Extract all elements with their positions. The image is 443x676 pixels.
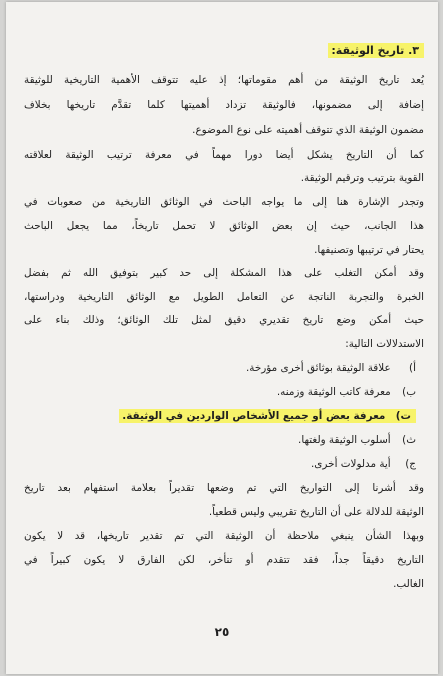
list-item-text: معرفة بعض أو جميع الأشخاص الواردين في الوثيقة.: [122, 410, 386, 422]
highlighted-list-item: [119, 409, 416, 423]
list-marker: ب): [402, 386, 416, 398]
section-heading: [328, 44, 424, 58]
paragraph-line: يُعد تاريخ الوثيقة من أهم مقوماتها؛ إذ عليه تتوقف الأهمية التاريخية للوثيقة: [24, 74, 424, 86]
paragraph-line: القوية بترتيب وترقيم الوثيقة.: [300, 172, 424, 184]
paragraph-line: كما أن التاريخ يشكل أيضا دورا مهماً في معرفة ترتيب الوثيقة لعلاقته: [24, 149, 424, 161]
paragraph-line: الاستدلالات التالية:: [345, 338, 424, 350]
paragraph-line: حيث أمكن وضع تاريخ تقديري دقيق لمثل تلك الوثائق؛ وذلك بناء على: [24, 314, 424, 326]
paragraph-line: إضافة إلى مضمونها، فالوثيقة تزداد أهميتها كلما تقدَّم تاريخها بخلاف: [24, 99, 424, 111]
list-item-highlighted: [119, 409, 416, 423]
list-marker: ث): [402, 434, 416, 446]
page-number: ٢٥: [214, 625, 230, 639]
list-item: [311, 457, 416, 471]
list-marker: أ): [409, 362, 416, 374]
list-item: [246, 361, 416, 375]
paragraph-line: التاريخ دقيقاً جداً، فقد تتقدم أو تتأخر، لكن الفارق لا يكون كبيراً في: [24, 554, 424, 566]
section-heading-text: ٣. تاريخ الوثيقة:: [328, 43, 424, 58]
paragraph-line: الغالب.: [393, 578, 424, 590]
list-item: [277, 385, 416, 399]
paragraph-line: الوثيقة للدلالة على أن التاريخ تقريبي وليس قطعياً.: [208, 506, 424, 518]
list-item-text: أية مدلولات أخرى.: [310, 458, 391, 470]
paragraph-line: وبهذا الشأن ينبغي ملاحظة أن الوثيقة التي تم تقدير تاريخها، قد لا يكون: [24, 530, 424, 542]
paragraph-line: وقد أشرنا إلى التواريخ التي تم وضعها تقديراً بعلامة استفهام بعد تاريخ: [24, 482, 424, 494]
list-item-text: معرفة كاتب الوثيقة وزمنه.: [276, 386, 391, 398]
paragraph-line: يحتار في ترتيبها وتصنيفها.: [314, 244, 424, 256]
list-marker: ت): [395, 410, 411, 422]
paragraph-line: مضمون الوثيقة الذي تتوقف أهميته على نوع الموضوع.: [192, 124, 424, 136]
paragraph-line: الخبرة والتجربة الناتجة عن التعامل الطويل مع الوثائق التاريخية ودراستها،: [24, 291, 424, 303]
book-page: [6, 2, 438, 674]
list-item: [298, 433, 416, 447]
list-item-text: أسلوب الوثيقة ولغتها.: [298, 434, 391, 446]
list-marker: ج): [405, 458, 416, 470]
paragraph-line: وتجدر الإشارة هنا إلى ما يواجه الباحث في الوثائق التاريخية من صعوبات في: [24, 196, 424, 208]
paragraph-line: وقد أمكن التغلب على هذا المشكلة إلى حد كبير بتوفيق الله ثم بفضل: [24, 267, 424, 279]
list-item-text: علاقة الوثيقة بوثائق أخرى مؤرخة.: [245, 362, 391, 374]
paragraph-line: هذا الجانب، حيث إن بعض الوثائق لا تحمل تاريخاً، مما يجعل الباحث: [24, 220, 424, 232]
